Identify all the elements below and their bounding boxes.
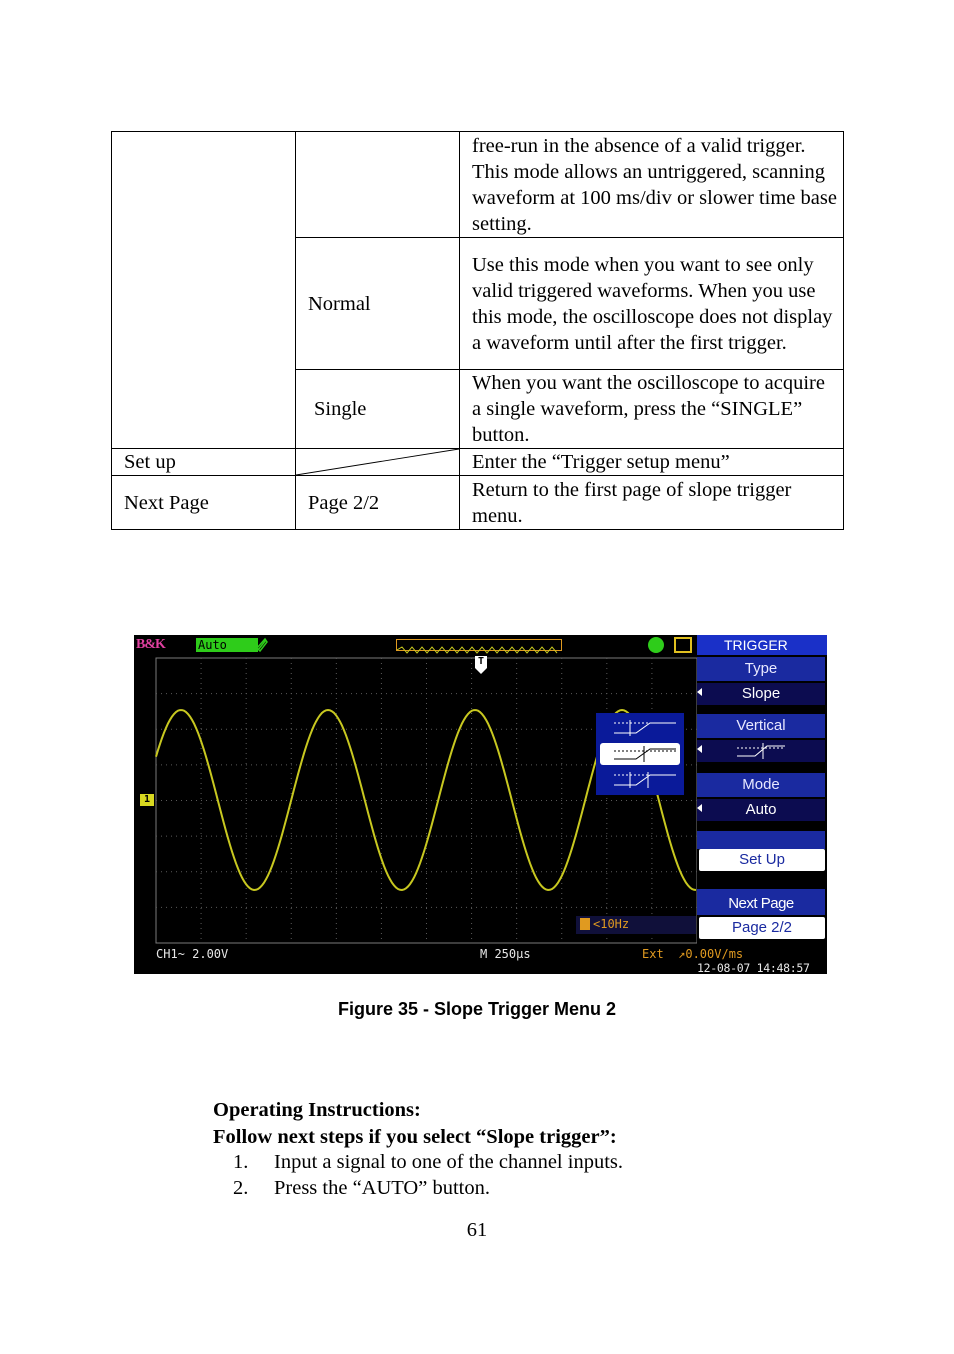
table-cell bbox=[112, 132, 296, 449]
memory-window-icon bbox=[396, 639, 562, 651]
channel-1-marker: 1 bbox=[143, 794, 151, 805]
table-cell bbox=[296, 132, 460, 238]
frequency-value: <10Hz bbox=[593, 917, 630, 931]
table-cell-description: Return to the first page of slope trigger menu. bbox=[460, 476, 844, 530]
mode-label: Mode bbox=[697, 773, 825, 797]
ch1-scale: CH1~ 2.00V bbox=[156, 947, 229, 961]
step-text: Press the “AUTO” button. bbox=[274, 1177, 490, 1199]
scope-status-bar bbox=[134, 635, 696, 655]
mode-value: Auto bbox=[697, 799, 825, 821]
diagonal-line bbox=[296, 449, 459, 475]
next-page-button[interactable]: Page 2/2 bbox=[699, 917, 825, 939]
timebase: M 250μs bbox=[480, 947, 531, 961]
table-cell-description: Enter the “Trigger setup menu” bbox=[460, 449, 844, 476]
table-row bbox=[112, 476, 844, 530]
table-row bbox=[112, 449, 844, 476]
table-cell-description: free-run in the absence of a valid trigger. This mode allows an untriggered, scanning waveform at 100 ms/div or slower time base setting. bbox=[460, 132, 844, 238]
table-cell-option: Set up bbox=[112, 449, 296, 476]
step-number: 2. bbox=[233, 1177, 249, 1199]
table-cell-setting: Normal bbox=[296, 238, 460, 370]
table-cell-option: Next Page bbox=[112, 476, 296, 530]
setting-label: Single bbox=[314, 398, 367, 420]
list-item bbox=[233, 1151, 623, 1174]
table-cell-description: When you want the oscilloscope to acquire a single waveform, press the “SINGLE” button. bbox=[460, 370, 844, 449]
selector-arrow-icon bbox=[697, 745, 702, 753]
datetime: 12-08-07 14:48:57 bbox=[697, 961, 810, 974]
table-cell-setting bbox=[296, 370, 460, 449]
vertical-label: Vertical bbox=[697, 714, 825, 738]
slope-symbol-icon bbox=[731, 741, 791, 761]
vertical-menu-item[interactable] bbox=[697, 714, 827, 766]
figure-caption: Figure 35 - Slope Trigger Menu 2 bbox=[337, 999, 617, 1019]
falling-slope-option[interactable] bbox=[600, 743, 680, 765]
probe-icon bbox=[256, 637, 268, 652]
rising-slope-icon bbox=[600, 717, 680, 739]
trigger-info: Ext ↗0.00V/ms bbox=[642, 947, 744, 961]
next-page-label: Next Page bbox=[697, 889, 825, 915]
rising-slope-option[interactable] bbox=[600, 717, 680, 739]
trigger-source-icon bbox=[580, 918, 590, 930]
brand-logo: B&K bbox=[136, 637, 165, 652]
vertical-value bbox=[697, 740, 825, 762]
selector-arrow-icon bbox=[697, 804, 702, 812]
step-number: 1. bbox=[233, 1151, 249, 1173]
printer-icon bbox=[674, 637, 692, 653]
trigger-menu-title: TRIGGER bbox=[697, 635, 827, 655]
trigger-position-marker: T bbox=[477, 656, 485, 667]
oscilloscope-screenshot bbox=[134, 635, 827, 974]
menu-spacer bbox=[697, 831, 825, 849]
either-slope-option[interactable] bbox=[600, 769, 680, 791]
type-label: Type bbox=[697, 657, 825, 681]
type-value: Slope bbox=[697, 683, 825, 705]
either-slope-icon bbox=[600, 769, 680, 791]
instructions-heading: Operating Instructions: bbox=[213, 1099, 421, 1121]
type-menu-item[interactable] bbox=[697, 657, 827, 709]
scope-bottom-bar bbox=[134, 945, 827, 974]
slope-trigger-menu-table bbox=[111, 131, 844, 530]
table-cell-setting: Page 2/2 bbox=[296, 476, 460, 530]
page-number: 61 bbox=[466, 1219, 488, 1241]
slope-options-popup bbox=[596, 713, 684, 795]
table-cell-description: Use this mode when you want to see only valid triggered waveforms. When you use this mode, the oscilloscope does not display a waveform until after the first trigger. bbox=[460, 238, 844, 370]
setup-button[interactable]: Set Up bbox=[699, 849, 825, 871]
trigger-menu bbox=[697, 635, 827, 974]
list-item bbox=[233, 1177, 490, 1200]
frequency-readout bbox=[576, 916, 696, 934]
table-row bbox=[112, 132, 844, 238]
mode-menu-item[interactable] bbox=[697, 773, 827, 825]
step-text: Input a signal to one of the channel inputs. bbox=[274, 1151, 623, 1173]
instructions-subheading: Follow next steps if you select “Slope trigger”: bbox=[213, 1126, 617, 1148]
usb-icon bbox=[648, 637, 664, 653]
table-cell-empty bbox=[296, 449, 460, 476]
selector-arrow-icon bbox=[697, 688, 702, 696]
falling-slope-icon bbox=[600, 743, 680, 765]
run-state-badge: Auto bbox=[196, 638, 258, 652]
